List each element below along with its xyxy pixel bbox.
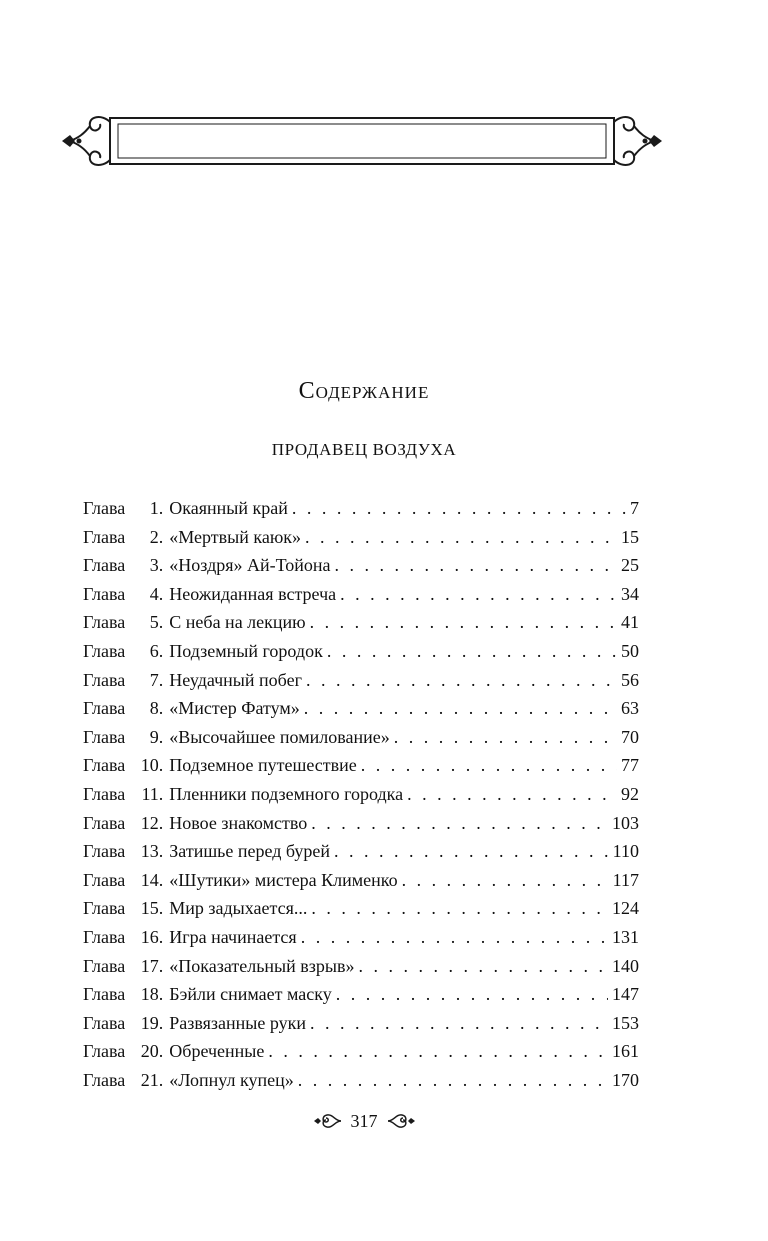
toc-entry	[83, 980, 639, 1009]
chapter-title: Подземный городок	[169, 640, 323, 661]
chapter-label: Глава	[83, 955, 126, 976]
chapter-title: «Шутики» мистера Клименко	[169, 869, 398, 890]
chapter-label: Глава	[83, 640, 126, 661]
dot-leader	[358, 952, 608, 981]
page-footer	[0, 1110, 728, 1132]
chapter-number: 9.	[149, 726, 164, 747]
page-number: 317	[350, 1111, 378, 1131]
dot-leader	[335, 551, 617, 580]
chapter-label: Глава	[83, 898, 126, 919]
chapter-number: 3.	[149, 555, 164, 576]
chapter-number: 12.	[140, 812, 164, 833]
book-title: ПРОДАВЕЦ ВОЗДУХА	[271, 440, 457, 459]
flourish-right-icon	[386, 1110, 416, 1132]
toc-entry	[83, 551, 639, 580]
chapter-label: Глава	[83, 926, 126, 947]
flourish-left-icon	[313, 1110, 343, 1132]
toc-entry	[83, 923, 639, 952]
chapter-number: 20.	[140, 1041, 164, 1062]
chapter-number: 8.	[149, 698, 164, 719]
toc-entry	[83, 723, 639, 752]
page-ref: 110	[612, 841, 639, 862]
dot-leader	[305, 523, 617, 552]
dot-leader	[394, 723, 617, 752]
toc-entry	[83, 694, 639, 723]
page-ref: 103	[612, 812, 639, 833]
chapter-title: Новое знакомство	[169, 812, 308, 833]
chapter-title: Пленники подземного городка	[169, 783, 404, 804]
page-ref: 41	[621, 612, 639, 633]
chapter-title: Бэйли снимает маску	[169, 984, 332, 1005]
chapter-number: 6.	[149, 640, 164, 661]
chapter-title: Подземное путешествие	[169, 755, 357, 776]
page-ref: 131	[612, 926, 639, 947]
page-title: Содержание	[298, 378, 430, 404]
chapter-title: Игра начинается	[169, 926, 297, 947]
chapter-number: 15.	[140, 898, 164, 919]
chapter-number: 4.	[149, 583, 164, 604]
chapter-number: 10.	[140, 755, 164, 776]
page-ref: 7	[630, 498, 639, 518]
page-ref: 70	[621, 726, 639, 747]
page-ref: 170	[612, 1069, 639, 1090]
chapter-label: Глава	[83, 555, 126, 576]
page-ref: 50	[621, 640, 639, 661]
chapter-title: Обреченные	[169, 1041, 265, 1062]
chapter-label: Глава	[83, 726, 126, 747]
dot-leader	[336, 980, 608, 1009]
dot-leader	[407, 780, 617, 809]
chapter-title: «Ноздря» Ай-Тойона	[169, 555, 331, 576]
toc-entry	[83, 580, 639, 609]
chapter-title: С неба на лекцию	[169, 612, 306, 633]
chapter-label: Глава	[83, 698, 126, 719]
dot-leader	[334, 837, 609, 866]
chapter-number: 7.	[149, 669, 164, 690]
chapter-title: Затишье перед бурей	[169, 841, 331, 862]
chapter-label: Глава	[83, 526, 126, 547]
chapter-number: 19.	[140, 1012, 164, 1033]
dot-leader	[292, 494, 626, 523]
dot-leader	[311, 809, 608, 838]
chapter-number: 5.	[149, 612, 164, 633]
chapter-number: 17.	[140, 955, 164, 976]
chapter-label: Глава	[83, 498, 126, 518]
toc-entry	[83, 809, 639, 838]
dot-leader	[298, 1066, 608, 1095]
toc-entry	[83, 837, 639, 866]
chapter-label: Глава	[83, 669, 126, 690]
page-ref: 34	[621, 583, 639, 604]
chapter-label: Глава	[83, 841, 126, 862]
chapter-label: Глава	[83, 1041, 126, 1062]
dot-leader	[301, 923, 608, 952]
chapter-title: «Высочайшее помилование»	[169, 726, 390, 747]
page-ref: 25	[621, 555, 639, 576]
toc-entry	[83, 780, 639, 809]
page-ref: 77	[621, 755, 639, 776]
toc-entry	[83, 952, 639, 981]
chapter-label: Глава	[83, 869, 126, 890]
toc-entry	[83, 1066, 639, 1095]
chapter-label: Глава	[83, 1012, 126, 1033]
page-ref: 124	[612, 898, 639, 919]
chapter-title: «Показательный взрыв»	[169, 955, 355, 976]
toc-entry	[83, 1037, 639, 1066]
page-ref: 56	[621, 669, 639, 690]
page-ref: 147	[612, 984, 639, 1005]
page-ref: 117	[612, 869, 639, 890]
chapter-label: Глава	[83, 984, 126, 1005]
chapter-number: 13.	[140, 841, 164, 862]
chapter-title: Окаянный край	[169, 498, 288, 518]
chapter-number: 16.	[140, 926, 164, 947]
toc-entry	[83, 494, 639, 523]
table-of-contents	[83, 494, 639, 1094]
chapter-number: 2.	[149, 526, 164, 547]
dot-leader	[306, 666, 617, 695]
chapter-title: «Мистер Фатум»	[169, 698, 300, 719]
chapter-label: Глава	[83, 583, 126, 604]
chapter-label: Глава	[83, 1069, 126, 1090]
chapter-label: Глава	[83, 812, 126, 833]
dot-leader	[310, 1009, 608, 1038]
dot-leader	[304, 694, 617, 723]
toc-entry	[83, 523, 639, 552]
dot-leader	[340, 580, 617, 609]
page-ref: 63	[621, 698, 639, 719]
page-ref: 153	[612, 1012, 639, 1033]
chapter-number: 21.	[140, 1069, 164, 1090]
dot-leader	[361, 751, 617, 780]
page-ref: 15	[621, 526, 639, 547]
chapter-label: Глава	[83, 612, 126, 633]
toc-entry	[83, 637, 639, 666]
dot-leader	[327, 637, 617, 666]
toc-entry	[83, 1009, 639, 1038]
dot-leader	[311, 894, 608, 923]
toc-entry	[83, 894, 639, 923]
dot-leader	[402, 866, 609, 895]
dot-leader	[310, 608, 617, 637]
page-ref: 161	[612, 1041, 639, 1062]
chapter-title: Неудачный побег	[169, 669, 302, 690]
toc-entry	[83, 666, 639, 695]
chapter-title: Мир задыхается...	[169, 898, 308, 919]
toc-entry	[83, 751, 639, 780]
chapter-title: Развязанные руки	[169, 1012, 307, 1033]
chapter-title: Неожиданная встреча	[169, 583, 337, 604]
chapter-title: «Лопнул купец»	[169, 1069, 294, 1090]
chapter-title: «Мертвый каюк»	[169, 526, 302, 547]
chapter-number: 1.	[149, 498, 164, 518]
chapter-number: 14.	[140, 869, 164, 890]
page-ref: 92	[621, 783, 639, 804]
toc-entry	[83, 866, 639, 895]
chapter-label: Глава	[83, 755, 126, 776]
page-ref: 140	[612, 955, 639, 976]
toc-entry	[83, 608, 639, 637]
chapter-number: 18.	[140, 984, 164, 1005]
header-ornament-frame	[62, 112, 662, 170]
dot-leader	[268, 1037, 608, 1066]
chapter-label: Глава	[83, 783, 126, 804]
chapter-number: 11.	[141, 783, 164, 804]
